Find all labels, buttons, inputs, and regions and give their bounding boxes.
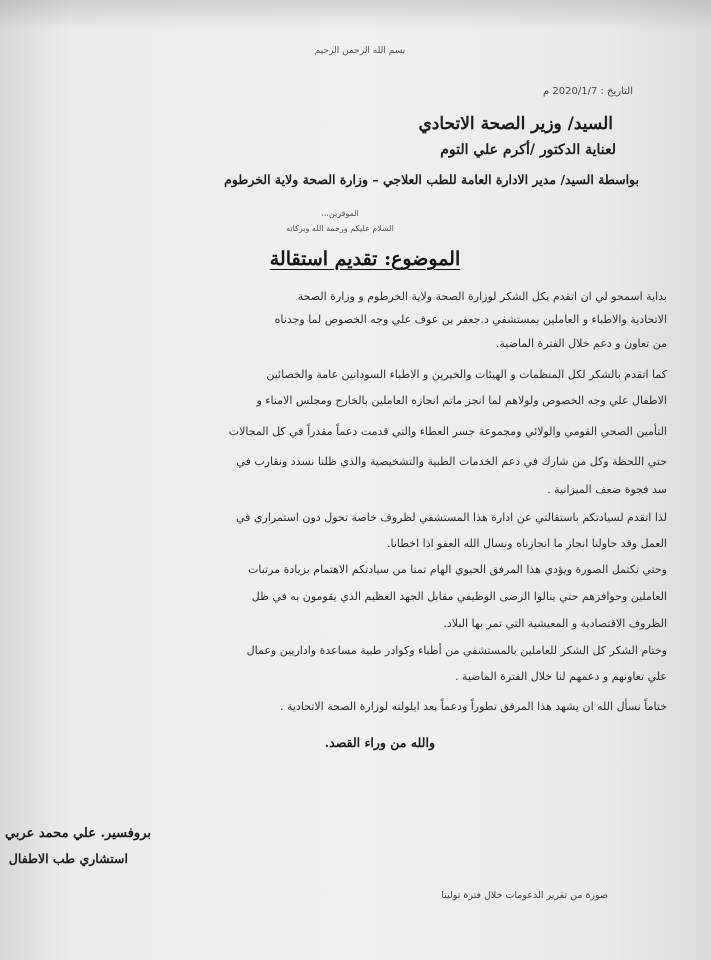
signature-name: بروفسير. علي محمد عربي [4,826,151,841]
body-line: العاملين وحوافزهم حتي ينالوا الرضى الوظيفي مقابل الجهد العظيم الذي يقومون به في ظل [251,590,667,603]
body-line: وحتي تكتمل الصورة ويؤدي هذا المرفق الحيوي الهام تمنا من سيادتكم الاهتمام بزيادة مرتبات [248,563,667,576]
letter-date: التاريخ : 2020/1/7 م [543,86,633,97]
greeting-honorific: الموقرين،،، [321,209,359,218]
address-line-minister: السيد/ وزير الصحة الاتحادي [418,114,613,134]
body-line: التأمين الصحي القومي والولائي ومجموعة جسر العطاء والتي قدمت دعماً مقدراً في كل المجالات [228,425,667,438]
address-line-via: بواسطة السيد/ مدير الادارة العامة للطب العلاجي – وزارة الصحة ولاية الخرطوم [224,172,639,187]
body-line: بداية اسمحو لي ان اتقدم بكل الشكر لوزارة الصحة ولاية الخرطوم و وزارة الصحة [297,290,667,303]
body-line: العمل وقد حاولنا انجاز ما انجازناه ونسال الله العفو اذا اخطانا. [387,537,667,550]
body-line: الاطفال علي وجه الخصوص ولولاهم لما انجز ماتم انجازه العاملين بالخارج ومجلس الامناء و [256,394,667,407]
body-line: علي تعاونهم و دعمهم لنا خلال الفترة الماضية . [454,670,667,683]
body-line: وختام الشكر كل الشكر للعاملين بالمستشفي من أطباء وكوادر طبية مساعدة واداريين وعمال [246,644,667,657]
address-line-attention: لعناية الدكتور /أكرم علي التوم [440,142,616,158]
body-line: الظروف الاقتصادية و المعيشية التي تمر بها البلاد. [443,617,667,630]
letter-subject: الموضوع: تقديم استقالة [269,248,461,270]
greeting-salutation: السلام عليكم ورحمة الله وبركاته [286,224,394,233]
copy-to-caption: صورة من تقرير الدعومات خلال فترة توليتا [441,890,608,901]
closing-phrase: والله من وراء القصد. [324,735,435,750]
body-line: حتي اللحظة وكل من شارك في دعم الخدمات الطبية والتشخيصية والذي ظلنا نسدد ونقارب في [236,455,667,468]
signature-title: استشاري طب الاطفال [8,851,128,866]
body-line: ختاماً نسأل الله ان يشهد هذا المرفق تطوراً ودعماً بعد ايلولته لوزارة الصحة الاتحادية . [280,700,667,713]
page-shadow [0,0,711,30]
basmala-header: بسم الله الرحمن الرحيم [314,46,406,56]
body-line: سد فجوة ضعف الميزانية . [547,483,667,496]
body-line: من تعاون و دعم خلال الفترة الماضية. [495,337,667,350]
body-line: كما اتقدم بالشكر لكل المنظمات و الهيئات والخيرين و الاطباء السودانين عامة والخصائين [266,368,667,381]
body-line: لذا اتقدم لسيادتكم باستقالتي عن ادارة هذا المستشفي لظروف خاصة تحول دون استمراري في [236,511,667,524]
body-line: الاتحادية والاطباء و العاملين بمستشفي د.جعفر بن عوف علي وجه الخصوص لما وجدناه [274,313,667,326]
